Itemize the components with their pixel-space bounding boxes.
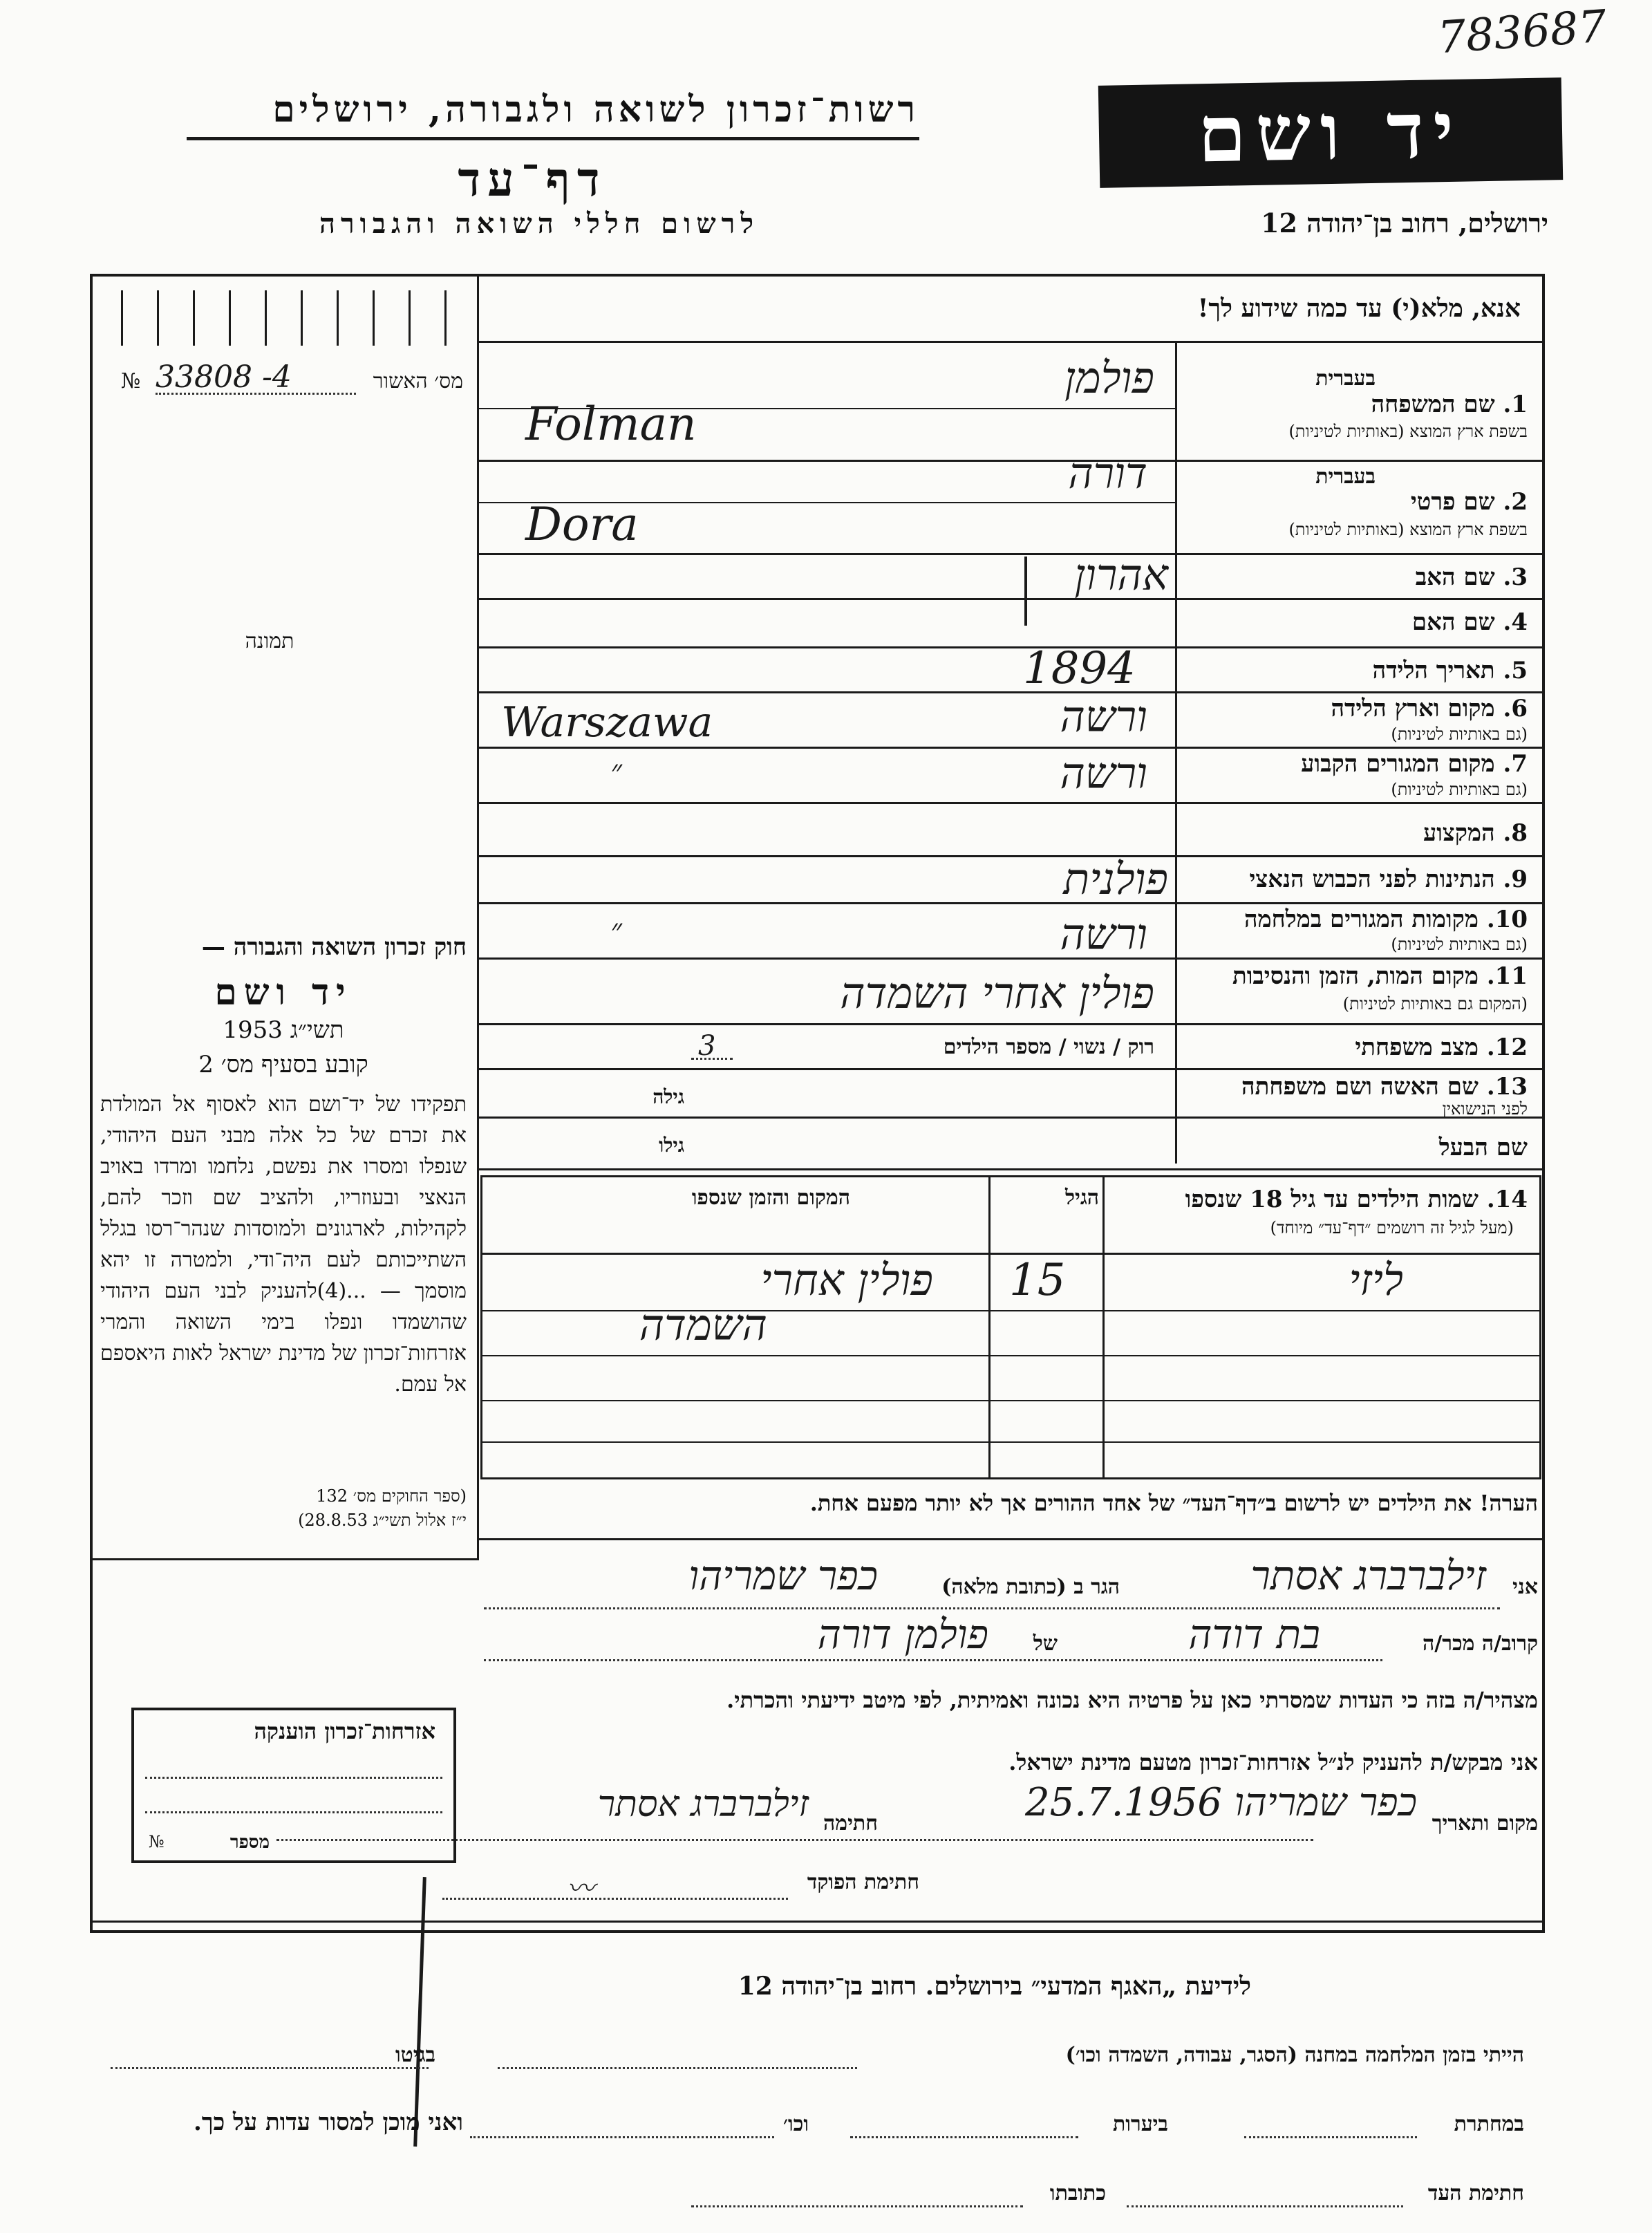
field-1-label: 1. שם המשפחה: [1371, 391, 1528, 418]
forests-label: ביערות: [1112, 2112, 1168, 2136]
statement-text: מצהיר/ה בזה כי העדות שמסרתי כאן על פרטיה היא נכונה ואמיתית, לפי מיטב ידיעתי והכרתי.: [726, 1687, 1538, 1713]
bottom-double-line-2: [90, 1930, 1545, 1932]
approval-row: [121, 359, 463, 401]
of-value[interactable]: פולמן דורה: [817, 1611, 988, 1658]
field-3-label: 3. שם האב: [1415, 563, 1528, 591]
row-line-14: [477, 1168, 1545, 1170]
field-1-sub: בשפת ארץ המוצא (באותיות לטיניות): [1288, 422, 1528, 441]
field-3-stroke: [1024, 557, 1027, 626]
field-7-sub: (גם באותיות לטיניות): [1391, 780, 1528, 799]
row-line-11: [477, 1023, 1545, 1025]
approval-value: 33808 -4: [156, 359, 292, 395]
photo-label: תמונה: [245, 629, 294, 653]
archive-number: 783687: [1436, 1, 1608, 64]
field-6-latin[interactable]: Warszawa: [501, 698, 713, 747]
child-2-place[interactable]: השמדה: [639, 1300, 767, 1350]
hebrew-label-1: בעברית: [1315, 366, 1376, 391]
witness-address-label: כתובתו: [1049, 2181, 1106, 2205]
row-line-5: [477, 691, 1545, 693]
stamp-box-dots-2: [145, 1811, 442, 1813]
field-13-label: 13. שם האשה ושם משפחתה: [1241, 1073, 1528, 1101]
field-6-label: 6. מקום וארץ הלידה: [1331, 695, 1528, 722]
field-12-options: רוק / נשוי / מספר הילדים: [943, 1035, 1154, 1059]
logo-text: יד ושם: [1196, 84, 1465, 180]
approval-no-symbol: №: [121, 369, 141, 393]
witness-signature-label: חתימת העד: [1427, 2181, 1524, 2205]
field-10-label: 10. מקומות המגורים במלחמה: [1243, 906, 1528, 933]
field-11-value[interactable]: פולין אחרי השמדה: [840, 968, 1154, 1018]
stamp-box-dots-1: [145, 1777, 442, 1779]
row-line-2: [477, 553, 1545, 555]
fields-divider: [1175, 341, 1177, 1164]
officer-scribble: 〰: [567, 1873, 594, 1905]
relative-value[interactable]: בת דודה: [1188, 1611, 1320, 1658]
bottom-dots-5: [470, 2136, 774, 2138]
field-1-hebrew[interactable]: פולמן: [1064, 353, 1154, 403]
request-text: אני מבקש/ת להעניק לנ״ל אזרחות־זכרון מטעם מדינת ישראל.: [1008, 1749, 1538, 1775]
left-panel-bottom: [90, 1558, 479, 1560]
field-7-hebrew[interactable]: ורשה: [1060, 748, 1147, 798]
underground-label: במחתרת: [1454, 2112, 1524, 2136]
field-2-latin[interactable]: Dora: [525, 498, 639, 551]
testimony-label: ואני מוכן למסור עדות על כך.: [194, 2109, 463, 2136]
bottom-dots-6: [1127, 2205, 1403, 2207]
resident-value[interactable]: כפר שמריהו: [688, 1552, 878, 1599]
approval-label: מס׳ האשור: [373, 369, 463, 393]
children-col-2: [988, 1175, 991, 1479]
law-name: יד ושם: [214, 971, 353, 1013]
place-date-value[interactable]: כפר שמריהו 25.7.1956: [1024, 1780, 1417, 1825]
husband-age-label: גילו: [659, 1134, 684, 1157]
field-8-label: 8. המקצוע: [1423, 819, 1528, 847]
form-title: דף־עד: [458, 152, 607, 207]
field-6-sub: (גם באותיות לטיניות): [1391, 725, 1528, 744]
war-camp-label: הייתי בזמן המלחמה במחנה (הסגר, עבודה, השמדה וכו׳): [1065, 2043, 1524, 2067]
law-ref-1: (ספר החוקים מס׳ 132: [316, 1486, 467, 1506]
approval-grid: [121, 290, 467, 346]
field-5-value[interactable]: 1894: [1023, 643, 1136, 694]
law-section: קובע בסעיף מס׳ 2: [198, 1051, 368, 1078]
resident-label: הגר ב (כתובת מלאה): [941, 1575, 1120, 1599]
husband-label: שם הבעל: [1438, 1134, 1528, 1161]
children-row-2: [480, 1355, 1541, 1356]
law-year: תשי״ג 1953: [223, 1016, 344, 1044]
of-label: של: [1033, 1632, 1058, 1656]
bottom-dots-1: [498, 2067, 857, 2069]
field-7-ditto: ״: [610, 754, 622, 789]
row-line-12: [477, 1068, 1545, 1070]
stamp-box-no-symbol: №: [149, 1832, 165, 1851]
ghetto-label: בגיטו: [395, 2043, 435, 2067]
field-2-sub: בשפת ארץ המוצא (באותיות לטיניות): [1288, 520, 1528, 539]
field-2-label: 2. שם פרטי: [1410, 488, 1528, 516]
etc-label: וכו׳: [783, 2112, 809, 2136]
field-10-hebrew[interactable]: ורשה: [1060, 909, 1147, 960]
field-12-dots: [691, 1058, 733, 1060]
row-line-6: [477, 747, 1545, 749]
note-line: [477, 1538, 1545, 1540]
approval-dots: [156, 393, 356, 395]
field-10-ditto: ״: [610, 913, 622, 948]
field-13-age-label: גילה: [653, 1085, 684, 1108]
intro-line: [477, 341, 1545, 343]
i-label: אני: [1512, 1575, 1538, 1599]
hebrew-label-2: בעברית: [1315, 465, 1376, 489]
field-9-value[interactable]: פולנית: [1063, 854, 1168, 904]
field-12-value[interactable]: 3: [698, 1030, 716, 1062]
field-12-label: 12. מצב משפחתי: [1355, 1034, 1528, 1061]
signature-label: חתימה: [823, 1811, 878, 1835]
bottom-double-line-1: [90, 1921, 1545, 1923]
field-5-label: 5. תאריך הלידה: [1372, 657, 1528, 684]
declaration-dots-1: [484, 1607, 1500, 1609]
authority-underline: [187, 137, 919, 140]
row-line-13: [477, 1116, 1545, 1119]
field-13-sub: לפני הנישואין: [1442, 1099, 1528, 1119]
bottom-dots-3: [1244, 2136, 1417, 2138]
stamp-box-number-label: מספר: [229, 1832, 270, 1853]
field-11-label: 11. מקום המות, הזמן והנסיבות: [1232, 962, 1528, 990]
field-4-label: 4. שם האם: [1411, 608, 1528, 636]
row-line-8: [477, 855, 1545, 857]
stamp-box-title: אזרחות־זכרון הוענקה: [254, 1718, 435, 1744]
bottom-dots-4: [850, 2136, 1078, 2138]
child-1-age[interactable]: 15: [1009, 1255, 1066, 1306]
field-10-sub: (גם באותיות לטיניות): [1391, 935, 1528, 954]
officer-label: חתימת הפוקד: [807, 1870, 919, 1894]
children-row-4: [480, 1441, 1541, 1443]
signature-value[interactable]: זילברברג אסתר: [597, 1784, 809, 1825]
field-7-label: 7. מקום המגורים הקבוע: [1301, 750, 1528, 778]
field-11-sub: (המקום גם באותיות לטיניות): [1342, 994, 1528, 1013]
scientific-dept-notice: לידיעת „האגף המדעי״ בירושלים. רחוב בן־יהודה 12: [738, 1972, 1251, 2001]
row-line-4: [477, 646, 1545, 648]
declaration-dots-2: [484, 1659, 1382, 1661]
field-14-label: 14. שמות הילדים עד גיל 18 שנספו: [1185, 1186, 1528, 1213]
field-3-value[interactable]: אהרון: [1074, 550, 1168, 600]
bottom-dots-2: [111, 2067, 429, 2069]
field-9-label: 9. הנתינות לפני הכבוש הנאצי: [1249, 866, 1528, 893]
child-1-name[interactable]: ליזי: [1349, 1255, 1403, 1305]
bottom-dots-7: [691, 2205, 1023, 2207]
declarant-name[interactable]: זילברברג אסתר: [1250, 1552, 1486, 1599]
row-line-9: [477, 902, 1545, 904]
children-row-3: [480, 1400, 1541, 1401]
row-line-1: [477, 460, 1545, 462]
child-1-place[interactable]: פולין אחרי: [760, 1255, 933, 1305]
address: ירושלים, רחוב בן־יהודה 12: [1261, 207, 1548, 239]
law-title: חוק זכרון השואה והגבורה —: [201, 933, 467, 961]
left-panel-divider: [477, 275, 479, 1560]
law-text: תפקידו של יד־ושם הוא לאסוף אל המולדת את זכרם של כל אלה מבני העם היהודי, שנפלו ומסרו את נפשם, נלחמו ומרדו באויב הנאצי ובעוזריו, ולהציב שם וזכר להם, לקהילות, לארגונים ולמוסדות שנהר־רסו בגלל השתייכותם לעם היה־ודי, ולמטרה זו יהא מוסמך — ...(4)להעניק לבני העם היהודי שהושמדו ונפלו בימי השואה והמרי אזרחות־זכרון של מדינת ישראל לאות היאספם אל עמם.: [100, 1092, 467, 1396]
place-date-label: מקום ותאריך: [1432, 1811, 1538, 1835]
children-note: הערה! את הילדים יש לרשום ב״דף־העד״ של אחד ההורים אך לא יותר מפעם אחת.: [809, 1490, 1538, 1516]
field-2-hebrew[interactable]: דורה: [1068, 448, 1147, 498]
children-col-1: [1102, 1175, 1105, 1479]
intro-text: אנא, מלא(י) עד כמה שידוע לך!: [1197, 294, 1521, 323]
yad-vashem-logo: [1098, 77, 1563, 188]
relative-label: קרוב/ה מכר/ה: [1423, 1632, 1538, 1656]
authority-name: רשות־זכרון לשואה ולגבורה, ירושלים: [272, 88, 919, 131]
field-14-sub: (מעל לגיל זה רושמים ״דף־עד״ מיוחד): [1270, 1218, 1514, 1237]
law-ref-2: י״ז אלול תשי״ג 28.8.53): [298, 1511, 467, 1530]
children-age-header: הגיל: [1064, 1186, 1099, 1210]
form-subtitle: לרשום חללי השואה והגבורה: [319, 207, 760, 240]
row-line-3: [477, 598, 1545, 600]
row-line-10: [477, 957, 1545, 960]
field-1-latin[interactable]: Folman: [525, 398, 697, 451]
row-line-7: [477, 802, 1545, 804]
officer-dots: [442, 1898, 788, 1900]
field-6-hebrew[interactable]: ורשה: [1060, 691, 1147, 742]
children-place-header: המקום והזמן שנספו: [691, 1186, 850, 1210]
